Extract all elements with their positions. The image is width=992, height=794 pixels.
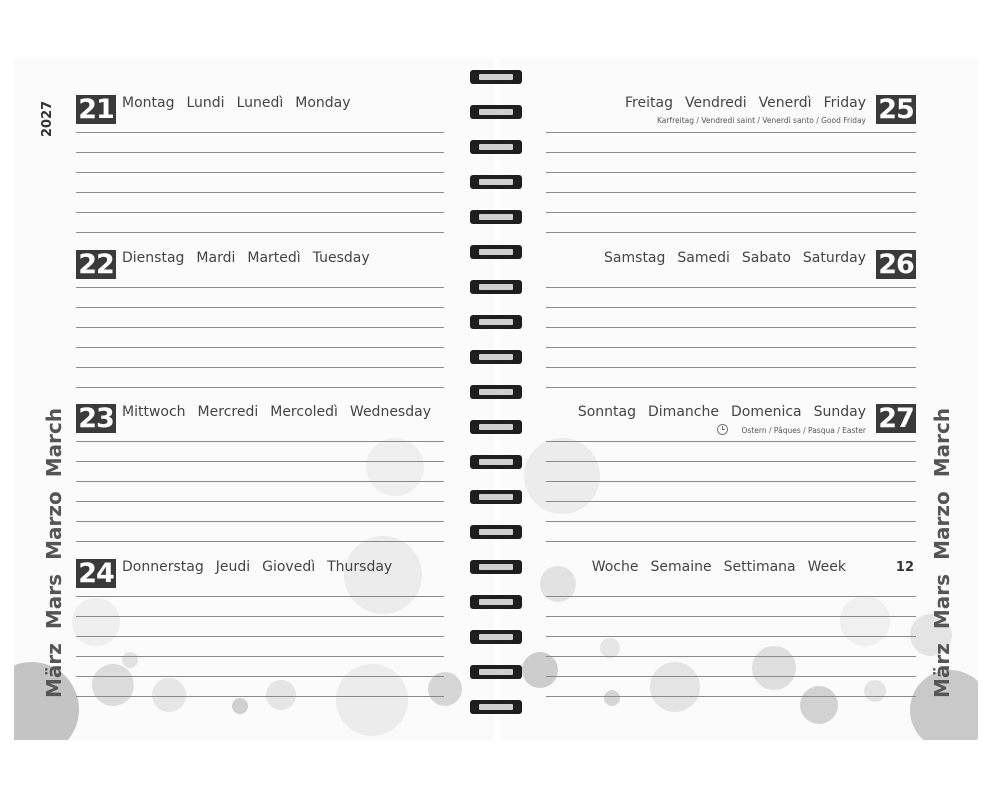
writing-line[interactable] (546, 132, 916, 133)
writing-line[interactable] (546, 481, 916, 482)
writing-line[interactable] (76, 541, 444, 542)
month-names (42, 394, 66, 698)
day-block-25 (546, 95, 916, 245)
writing-line[interactable] (546, 172, 916, 173)
day-block-22 (76, 250, 444, 400)
month-name-de: März (42, 643, 66, 698)
binding-ring (470, 70, 522, 84)
day-block-24 (76, 559, 444, 709)
day-names: Dienstag Mardi Martedì Tuesday (122, 250, 370, 266)
day-names: Sonntag Dimanche Domenica Sunday (577, 404, 866, 420)
writing-line[interactable] (76, 287, 444, 288)
binding-ring (470, 420, 522, 434)
day-names: Donnerstag Jeudi Giovedì Thursday (122, 559, 393, 575)
left-page (14, 58, 494, 740)
writing-line[interactable] (76, 347, 444, 348)
right-page (500, 58, 978, 740)
writing-line[interactable] (546, 307, 916, 308)
binding-ring (470, 385, 522, 399)
day-block-21 (76, 95, 444, 245)
week-number: 12 (895, 560, 914, 575)
writing-line[interactable] (76, 636, 444, 637)
day-number: 27 (876, 404, 916, 433)
writing-line[interactable] (546, 367, 916, 368)
writing-line[interactable] (76, 616, 444, 617)
day-number: 21 (76, 95, 116, 124)
day-number: 24 (76, 559, 116, 588)
writing-line[interactable] (76, 172, 444, 173)
binding-ring (470, 665, 522, 679)
writing-line[interactable] (546, 676, 916, 677)
writing-line[interactable] (546, 441, 916, 442)
writing-line[interactable] (76, 461, 444, 462)
month-name-it: Marzo (930, 491, 954, 560)
binding-ring (470, 210, 522, 224)
writing-line[interactable] (76, 192, 444, 193)
binding-ring (470, 700, 522, 714)
writing-line[interactable] (546, 636, 916, 637)
writing-line[interactable] (76, 307, 444, 308)
month-name-fr: Mars (42, 573, 66, 630)
writing-line[interactable] (76, 132, 444, 133)
binding-ring (470, 280, 522, 294)
week-labels: Woche Semaine Settimana Week (591, 559, 846, 575)
writing-line[interactable] (76, 481, 444, 482)
day-block-26 (546, 250, 916, 400)
writing-line[interactable] (76, 232, 444, 233)
month-name-de: März (930, 643, 954, 698)
month-name-it: Marzo (42, 491, 66, 560)
binding-ring (470, 595, 522, 609)
writing-line[interactable] (546, 521, 916, 522)
year-label: 2027 (40, 100, 55, 137)
binding-ring (470, 350, 522, 364)
writing-line[interactable] (546, 232, 916, 233)
writing-line[interactable] (546, 616, 916, 617)
writing-line[interactable] (76, 696, 444, 697)
writing-line[interactable] (76, 676, 444, 677)
writing-line[interactable] (546, 656, 916, 657)
writing-line[interactable] (76, 152, 444, 153)
month-name-en: March (42, 407, 66, 478)
binding-ring (470, 315, 522, 329)
writing-line[interactable] (546, 541, 916, 542)
holiday-note: Karfreitag / Vendredi saint / Venerdì santo / Good Friday (657, 116, 866, 125)
month-name-en: March (930, 407, 954, 478)
writing-line[interactable] (76, 521, 444, 522)
day-names: Mittwoch Mercredi Mercoledì Wednesday (122, 404, 431, 420)
week-block (546, 559, 916, 709)
writing-line[interactable] (546, 287, 916, 288)
binding-ring (470, 630, 522, 644)
writing-line[interactable] (546, 152, 916, 153)
day-number: 23 (76, 404, 116, 433)
writing-line[interactable] (76, 441, 444, 442)
writing-line[interactable] (546, 461, 916, 462)
writing-line[interactable] (76, 656, 444, 657)
binding-ring (470, 175, 522, 189)
day-names: Montag Lundi Lunedì Monday (122, 95, 351, 111)
binding-ring (470, 560, 522, 574)
day-number: 25 (876, 95, 916, 124)
binding-ring (470, 140, 522, 154)
clock-icon (717, 424, 728, 435)
month-name-fr: Mars (930, 573, 954, 630)
month-names (930, 394, 954, 698)
binding-ring (470, 455, 522, 469)
writing-line[interactable] (76, 596, 444, 597)
day-block-23 (76, 404, 444, 554)
writing-line[interactable] (546, 596, 916, 597)
day-names: Samstag Samedi Sabato Saturday (604, 250, 866, 266)
binding-ring (470, 525, 522, 539)
day-number: 22 (76, 250, 116, 279)
day-names: Freitag Vendredi Venerdì Friday (625, 95, 866, 111)
binding-ring (470, 245, 522, 259)
writing-line[interactable] (546, 347, 916, 348)
writing-line[interactable] (546, 212, 916, 213)
writing-line[interactable] (76, 212, 444, 213)
day-block-27 (546, 404, 916, 554)
writing-line[interactable] (546, 696, 916, 697)
binding-ring (470, 105, 522, 119)
writing-line[interactable] (546, 501, 916, 502)
writing-line[interactable] (546, 387, 916, 388)
writing-line[interactable] (546, 192, 916, 193)
writing-line[interactable] (76, 327, 444, 328)
writing-line[interactable] (546, 327, 916, 328)
writing-line[interactable] (76, 501, 444, 502)
holiday-note: Ostern / Pâques / Pasqua / Easter (741, 426, 866, 435)
day-number: 26 (876, 250, 916, 279)
writing-line[interactable] (76, 367, 444, 368)
binding-ring (470, 490, 522, 504)
writing-line[interactable] (76, 387, 444, 388)
